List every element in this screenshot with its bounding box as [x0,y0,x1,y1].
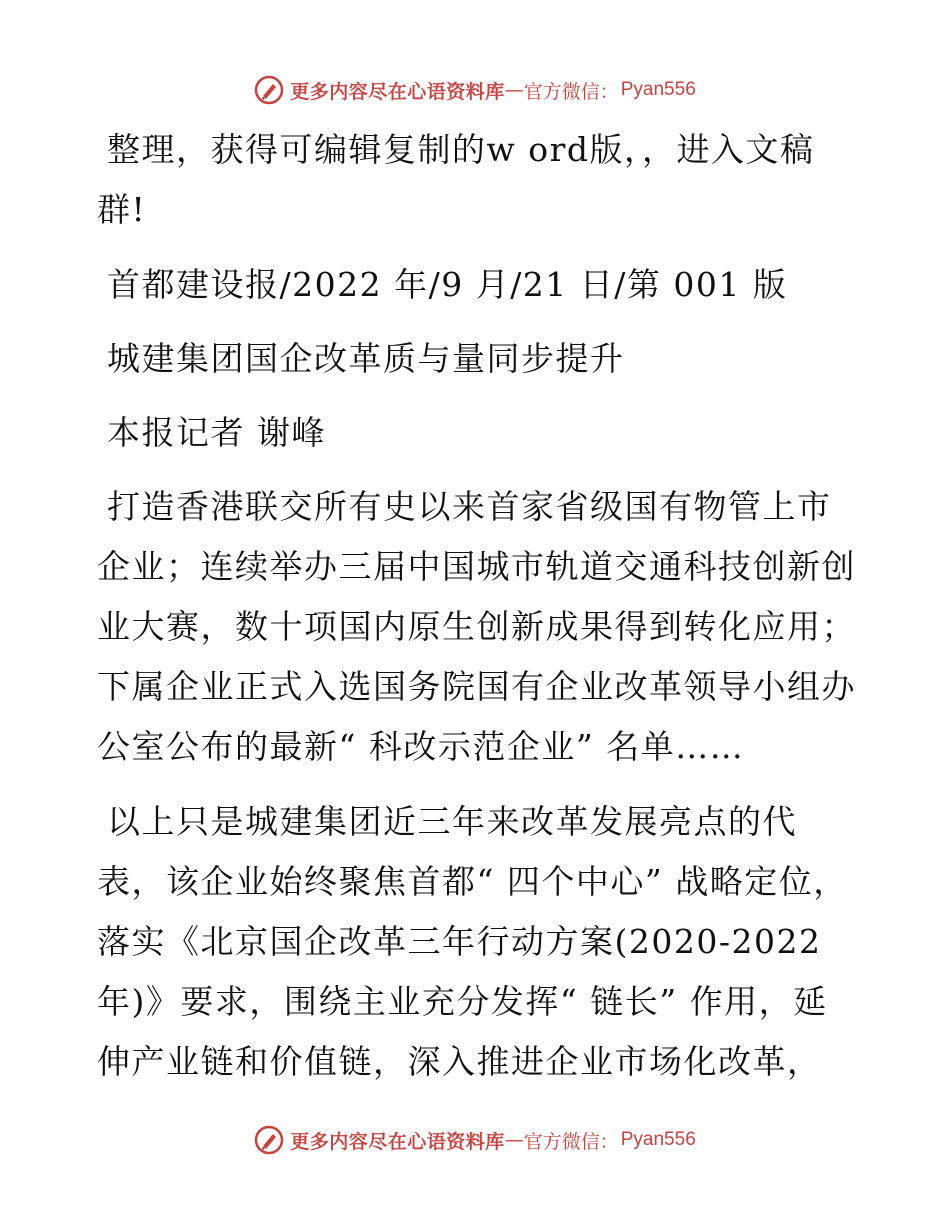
watermark-text: 更多内容尽在心语资料库 [290,1130,505,1153]
watermark-id: Pyan556 [620,79,696,100]
body-paragraph: 以上只是城建集团近三年来改革发展亮点的代表，该企业始终聚焦首都“ 四个中心” 战略定位，落实《北京国企改革三年行动方案(2020-2022年)》要求，围绕主业充分发挥“ 链长” 作用，延伸产业链和价值链，深入推进企业市场化改革， [97,802,848,1081]
pen-logo-icon [254,75,284,105]
body-paragraph: 打造香港联交所有史以来首家省级国有物管上市企业；连续举办三届中国城市轨道交通科技创新创业大赛，数十项国内原生创新成果得到转化应用；下属企业正式入选国务院国有企业改革领导小组办公室公布的最新“ 科改示范企业” 名单…… [97,487,856,766]
header-watermark [0,70,950,110]
document-body [97,120,857,1107]
source-line: 首都建设报/2022 年/9 月/21 日/第 001 版 [107,265,788,304]
article-headline: 城建集团国企改革质与量同步提升 [107,339,625,378]
watermark-suffix: 官方微信： [523,80,619,103]
byline: 本报记者 谢峰 [107,413,326,452]
watermark-id: Pyan556 [620,1129,696,1150]
footer-watermark [0,1120,950,1160]
watermark-separator: — [504,1129,524,1151]
watermark-suffix: 官方微信： [523,1130,619,1153]
pen-logo-icon [254,1125,284,1155]
intro-paragraph: 整理，获得可编辑复制的w ord版，，进入文稿群! [97,130,815,229]
watermark-separator: — [504,79,524,101]
watermark-text: 更多内容尽在心语资料库 [290,80,505,103]
